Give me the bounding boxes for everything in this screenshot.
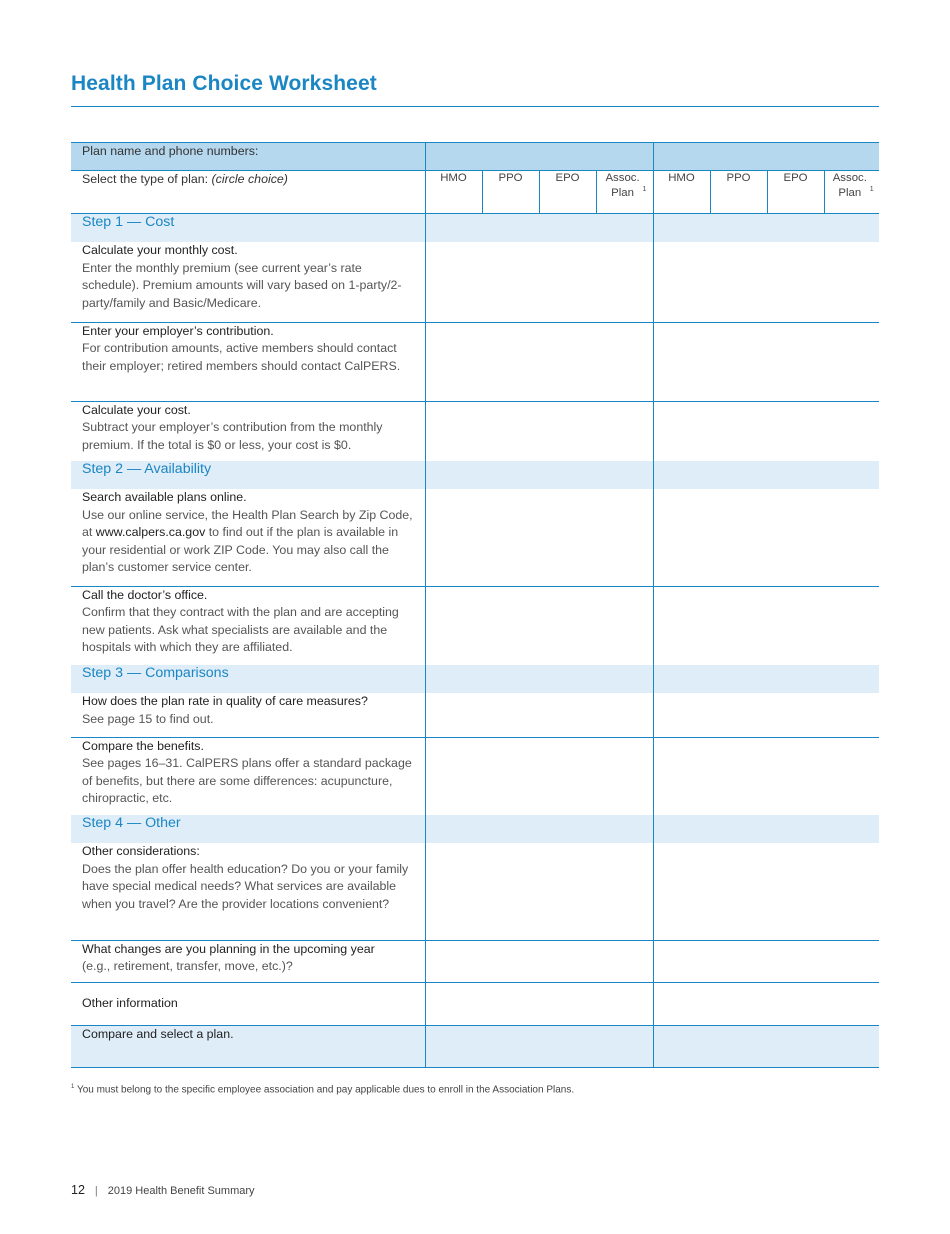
plan-b-answer[interactable] — [653, 843, 879, 940]
plan-a-answer[interactable] — [425, 982, 653, 1025]
page-title: Health Plan Choice Worksheet — [71, 72, 377, 95]
plan-b-answer[interactable] — [653, 401, 879, 461]
worksheet-table — [71, 142, 879, 1068]
footer-separator: | — [94, 1185, 98, 1197]
plan-a-answer[interactable] — [425, 737, 653, 815]
plan-b-type-hmo[interactable]: HMO — [653, 171, 710, 214]
plan-name-row — [71, 143, 879, 171]
step-3-header — [71, 665, 879, 693]
plan-a-type-epo[interactable]: EPO — [539, 171, 596, 214]
plan-a-answer[interactable] — [425, 586, 653, 665]
plan-b-answer[interactable] — [653, 940, 879, 982]
plan-b-type-ppo[interactable]: PPO — [710, 171, 767, 214]
plan-b-answer[interactable] — [653, 242, 879, 322]
footnote-marker: 1 — [869, 186, 874, 194]
plan-b-answer[interactable] — [653, 737, 879, 815]
footnote: $^1$ You must belong to the specific employee association and pay applicable dues to enroll in the Association Plans. — [71, 1084, 575, 1096]
plan-a-type-ppo[interactable]: PPO — [482, 171, 539, 214]
step-3-label: Step 3 — Comparisons — [71, 665, 425, 693]
plan-b-select[interactable] — [653, 1025, 879, 1067]
plan-b-type-epo[interactable]: EPO — [767, 171, 824, 214]
step-2-label: Step 2 — Availability — [71, 461, 425, 489]
plan-a-answer[interactable] — [425, 322, 653, 401]
compare-select-row — [71, 1025, 879, 1067]
worksheet-row: Call the doctor’s office. Confirm that they contract with the plan and are accepting new patients. Ask what specialists are available and the hospitals with which they are affiliated. — [71, 586, 879, 665]
plan-a-select[interactable] — [425, 1025, 653, 1067]
plan-a-type-hmo[interactable]: HMO — [425, 171, 482, 214]
plan-a-answer[interactable] — [425, 401, 653, 461]
worksheet-row: Other considerations: Does the plan offer health education? Do you or your family have special medical needs? What services are available when you travel? Are the provider locations convenient? — [71, 843, 879, 940]
worksheet-row: Other information — [71, 982, 879, 1025]
page-number: 12 — [71, 1183, 85, 1197]
plan-a-answer[interactable] — [425, 489, 653, 586]
plan-type-label: Select the type of plan: (circle choice) — [71, 171, 425, 214]
worksheet-row: Calculate your monthly cost. Enter the monthly premium (see current year’s rate schedule). Premium amounts will vary based on 1-party/2-party/family and Basic/Medicare. — [71, 242, 879, 322]
plan-b-answer[interactable] — [653, 489, 879, 586]
page-footer — [71, 1183, 255, 1197]
publication-title: 2019 Health Benefit Summary — [107, 1185, 255, 1197]
plan-a-answer[interactable] — [425, 242, 653, 322]
worksheet-row: Search available plans online. Use our online service, the Health Plan Search by Zip Code, at www.calpers.ca.gov to find out if the plan is available in your residential or work ZIP Code. You may also call the plan’s customer service center. — [71, 489, 879, 586]
plan-b-answer[interactable] — [653, 982, 879, 1025]
plan-a-answer[interactable] — [425, 693, 653, 737]
plan-name-label: Plan name and phone numbers: — [71, 143, 425, 171]
plan-b-type-assoc[interactable]: Assoc. Plan $^1$ — [824, 171, 879, 214]
step-1-header — [71, 214, 879, 243]
worksheet-row: How does the plan rate in quality of care measures? See page 15 to find out. — [71, 693, 879, 737]
title-divider — [71, 106, 879, 107]
step-2-header — [71, 461, 879, 489]
plan-type-hint: (circle choice) — [211, 172, 288, 186]
step-4-header — [71, 815, 879, 843]
step-1-label: Step 1 — Cost — [71, 214, 425, 243]
plan-b-answer[interactable] — [653, 322, 879, 401]
plan-b-name-field[interactable] — [653, 143, 879, 171]
step-4-label: Step 4 — Other — [71, 815, 425, 843]
plan-a-type-assoc[interactable]: Assoc. Plan $^1$ — [596, 171, 653, 214]
worksheet-row: Compare the benefits. See pages 16–31. CalPERS plans offer a standard package of benefits, but there are some differences: acupuncture, chiropractic, etc. — [71, 737, 879, 815]
plan-b-answer[interactable] — [653, 586, 879, 665]
worksheet-row: What changes are you planning in the upcoming year (e.g., retirement, transfer, move, etc.)? — [71, 940, 879, 982]
plan-a-answer[interactable] — [425, 940, 653, 982]
plan-type-row — [71, 171, 879, 214]
plan-a-name-field[interactable] — [425, 143, 653, 171]
compare-select-label: Compare and select a plan. — [71, 1025, 425, 1067]
plan-a-answer[interactable] — [425, 843, 653, 940]
footnote-marker: 1 — [642, 186, 647, 194]
footnote-number: 1 — [71, 1084, 75, 1090]
plan-b-answer[interactable] — [653, 693, 879, 737]
worksheet-row: Enter your employer’s contribution. For contribution amounts, active members should contact their employer; retired members should contact CalPERS. — [71, 322, 879, 401]
calpers-website-link[interactable]: www.calpers.ca.gov — [95, 525, 206, 540]
worksheet-row: Calculate your cost. Subtract your employer’s contribution from the monthly premium. If the total is $0 or less, your cost is $0. — [71, 401, 879, 461]
